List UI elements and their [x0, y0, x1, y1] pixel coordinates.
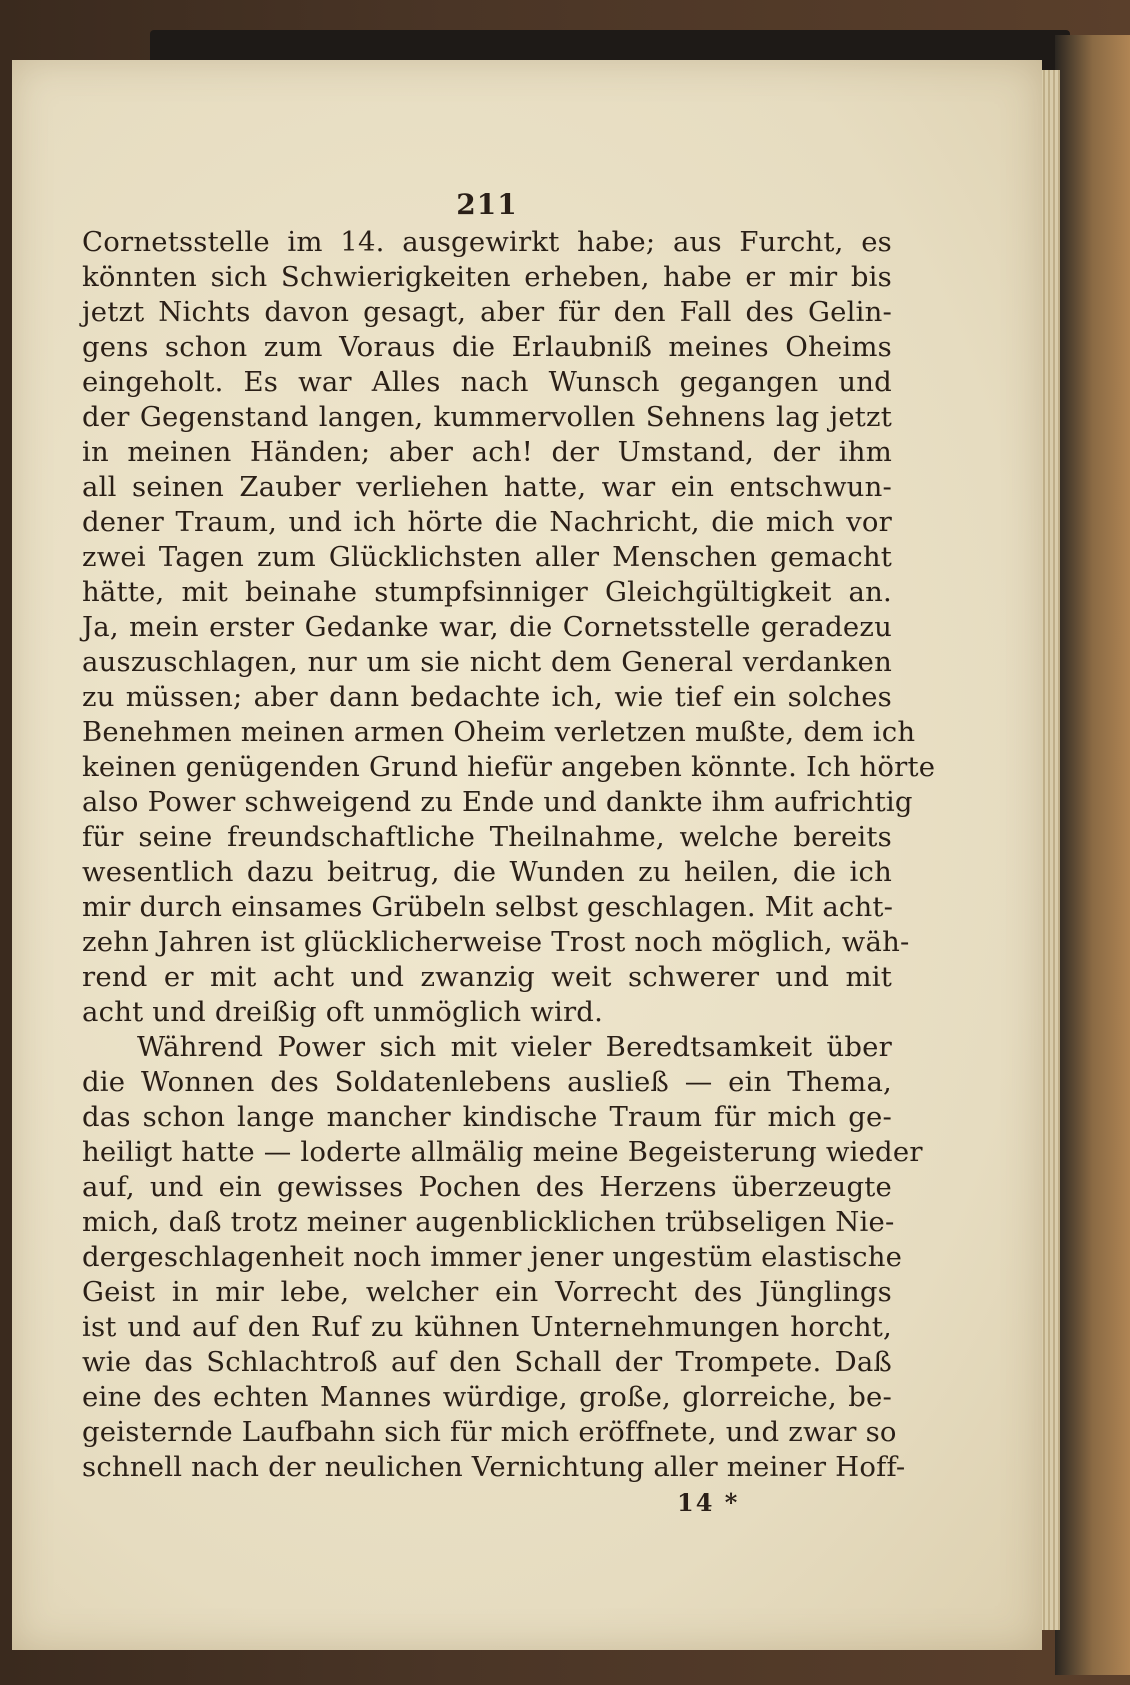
text-line: der Gegenstand langen, kummervollen Sehnens lag jetzt	[82, 401, 892, 433]
text-line: also Power schweigend zu Ende und dankte ihm aufrichtig	[82, 786, 913, 818]
text-line: in meinen Händen; aber ach! der Umstand, der ihm	[82, 436, 892, 468]
text-line: dener Traum, und ich hörte die Nachricht, die mich vor	[82, 506, 892, 538]
text-line: Geist in mir lebe, welcher ein Vorrecht des Jünglings	[82, 1276, 892, 1308]
text-line: ist und auf den Ruf zu kühnen Unternehmungen horcht,	[82, 1311, 892, 1343]
text-line: wesentlich dazu beitrug, die Wunden zu heilen, die ich	[82, 856, 892, 888]
text-line: mir durch einsames Grübeln selbst geschlagen. Mit acht-	[82, 891, 894, 923]
printer-signature: 14 *	[677, 1488, 740, 1517]
text-line: zwei Tagen zum Glücklichsten aller Menschen gemacht	[82, 541, 892, 573]
text-line: keinen genügenden Grund hiefür angeben könnte. Ich hörte	[82, 751, 936, 783]
text-line: zehn Jahren ist glücklicherweise Trost noch möglich, wäh-	[82, 926, 910, 958]
text-line: eingeholt. Es war Alles nach Wunsch gegangen und	[82, 366, 892, 398]
cover-right-edge	[1055, 35, 1130, 1675]
text-line: die Wonnen des Soldatenlebens ausließ — ein Thema,	[82, 1066, 892, 1098]
text-line: für seine freundschaftliche Theilnahme, welche bereits	[82, 821, 892, 853]
text-line: rend er mit acht und zwanzig weit schwerer und mit	[82, 961, 892, 993]
text-line: zu müssen; aber dann bedachte ich, wie tief ein solches	[82, 681, 892, 713]
text-line: auszuschlagen, nur um sie nicht dem General verdanken	[82, 646, 892, 678]
page-number: 211	[456, 188, 518, 221]
text-line: eine des echten Mannes würdige, große, glorreiche, be-	[82, 1381, 892, 1413]
text-line: das schon lange mancher kindische Traum für mich ge-	[82, 1101, 892, 1133]
text-line: wie das Schlachtroß auf den Schall der Trompete. Daß	[82, 1346, 892, 1378]
text-body	[82, 225, 936, 1485]
text-line: all seinen Zauber verliehen hatte, war ein entschwun-	[82, 471, 892, 503]
page-content	[82, 185, 936, 1520]
text-line: geisternde Laufbahn sich für mich eröffnete, und zwar so	[82, 1416, 897, 1448]
text-line: heiligt hatte — loderte allmälig meine Begeisterung wieder	[82, 1136, 923, 1168]
text-line: schnell nach der neulichen Vernichtung aller meiner Hoff-	[82, 1451, 906, 1483]
text-line: Cornetsstelle im 14. ausgewirkt habe; aus Furcht, es	[82, 226, 892, 258]
text-line: gens schon zum Voraus die Erlaubniß meines Oheims	[82, 331, 892, 363]
text-line: mich, daß trotz meiner augenblicklichen trübseligen Nie-	[82, 1206, 895, 1238]
text-line: acht und dreißig oft unmöglich wird.	[82, 996, 604, 1028]
paragraph	[82, 1030, 923, 1485]
text-line: Benehmen meinen armen Oheim verletzen mußte, dem ich	[82, 716, 916, 748]
text-line: Während Power sich mit vieler Beredtsamkeit über	[137, 1031, 892, 1063]
text-line: hätte, mit beinahe stumpfsinniger Gleichgültigkeit an.	[82, 576, 892, 608]
text-line: Ja, mein erster Gedanke war, die Cornetsstelle geradezu	[82, 611, 892, 643]
text-line: jetzt Nichts davon gesagt, aber für den Fall des Gelin-	[82, 296, 892, 328]
text-line: dergeschlagenheit noch immer jener ungestüm elastische	[82, 1241, 903, 1273]
text-line: auf, und ein gewisses Pochen des Herzens überzeugte	[82, 1171, 892, 1203]
text-line: könnten sich Schwierigkeiten erheben, habe er mir bis	[82, 261, 892, 293]
paragraph	[82, 225, 936, 1030]
book-page	[12, 60, 1042, 1650]
